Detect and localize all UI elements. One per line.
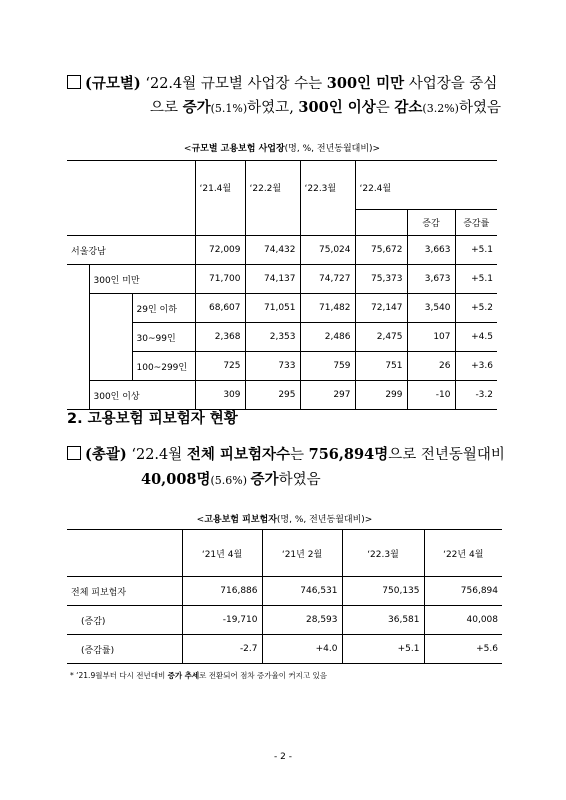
cell: +4.0 [262,635,342,664]
section1-emphasis: 300인 이상 [298,99,376,116]
cell: 297 [300,381,355,410]
table2-header: ‘21년 4월 [182,530,262,577]
table-row [67,577,502,606]
table1-corner-cell [67,161,195,236]
cell: -10 [407,381,455,410]
cell: 72,009 [195,236,245,265]
row-label: 전체 피보험자 [67,577,182,606]
caption-text: < [196,515,205,525]
table1-header: ‘22.3월 [300,161,355,236]
section-heading: 2. 고용보험 피보험자 현황 [67,411,238,427]
row-label: 30~99인 [132,323,195,352]
section2-emphasis: 전체 피보험자수 [186,446,290,463]
cell: 295 [245,381,300,410]
cell: 2,353 [245,323,300,352]
row-label: (증감) [67,606,182,635]
caption-title: 고용보험 피보험자 [204,515,277,525]
cell: 725 [195,352,245,381]
section1-text: 사업장을 중심 [404,76,498,92]
cell: 2,486 [300,323,355,352]
page-number: - 2 - [274,752,292,762]
footnote-emphasis: 증가 추세 [167,671,200,680]
cell: 309 [195,381,245,410]
cell: 733 [245,352,300,381]
cell: 71,051 [245,294,300,323]
cell: 751 [355,352,407,381]
caption-text: < [183,144,192,154]
table-row [67,323,497,352]
table-row [67,381,497,410]
table-row [67,352,497,381]
cell: 75,373 [355,265,407,294]
table1-caption [67,141,497,154]
cell: 3,540 [407,294,455,323]
checkbox-square-icon [67,75,81,89]
table1 [67,160,497,410]
section1-label: (규모별) [85,75,141,92]
cell: 26 [407,352,455,381]
table-row [67,265,497,294]
section2-emphasis: 증가 [250,471,279,488]
cell: +5.2 [471,303,493,313]
row-label: 서울강남 [67,236,195,265]
cell: 71,482 [300,294,355,323]
section1-percent: (5.1%) [210,102,248,115]
footnote-text: * ‘21.9월부터 다시 전년대비 [70,671,168,680]
section1-emphasis: 증가 [182,99,211,116]
section1-text: ‘22.4월 규모별 사업장 수는 [145,76,327,92]
section2-line2 [141,470,321,491]
section2-line1 [67,445,505,465]
section1-text: 하였음 [458,100,501,116]
section1-line1 [67,74,497,94]
section2-emphasis: 756,894명 [308,446,389,463]
footnote-text: 로 전환되어 점차 증가율이 커지고 있음 [199,671,328,680]
section2-label: (총괄) [85,446,127,463]
cell: 2,475 [355,323,407,352]
table-row [67,294,497,323]
cell: 750,135 [342,577,424,606]
section1-text: 하였고, [247,100,299,116]
cell: 71,700 [195,265,245,294]
table2 [67,529,502,664]
table1-header: ‘22.2월 [245,161,300,236]
cell: +3.6 [471,361,493,371]
cell: 759 [300,352,355,381]
section2-percent: (5.6%) [210,474,251,487]
cell: -3.2 [475,390,493,400]
cell: +4.5 [471,332,493,342]
cell: -19,710 [182,606,262,635]
cell: 36,581 [342,606,424,635]
cell: 40,008 [466,615,498,625]
table2-caption [67,512,502,525]
section2-text: ‘22.4월 [131,447,187,463]
section1-emphasis: 감소 [394,99,423,116]
table1-header: ‘21.4월 [195,161,245,236]
row-label: 300인 이상 [89,381,195,410]
section2-text: 으로 전년동월대비 [388,447,505,463]
table-row [67,606,502,635]
indent-cell [67,265,89,410]
table1-header-spacer [355,210,407,236]
row-label: 29인 이하 [132,294,195,323]
cell: 299 [355,381,407,410]
cell: -2.7 [182,635,262,664]
section1-line2 [150,98,501,119]
footnote [70,670,327,681]
row-label: 300인 미만 [89,265,195,294]
cell: 72,147 [355,294,407,323]
cell: +5.1 [471,274,493,284]
section1-text: 으로 [150,100,183,116]
table2-header: ‘22.3월 [342,530,424,577]
caption-title: 규모별 고용보험 사업장 [191,144,285,154]
section1-emphasis: 300인 미만 [326,75,405,92]
cell: 3,663 [407,236,455,265]
cell: 75,672 [355,236,407,265]
cell: 2,368 [195,323,245,352]
cell: 74,432 [245,236,300,265]
table2-header: ‘21년 2월 [262,530,342,577]
cell: 107 [407,323,455,352]
cell: 716,886 [182,577,262,606]
section2-text: 하였음 [278,472,321,488]
section2-emphasis: 40,008명 [141,471,211,488]
caption-text: (명, %, 전년동월대비)> [276,515,373,525]
cell: 75,024 [300,236,355,265]
table1-header: 증감 [407,210,455,236]
cell: +5.1 [471,245,493,255]
cell: 746,531 [262,577,342,606]
table-row [67,236,497,265]
table2-header: ‘22년 4월 [443,549,484,560]
row-label: 100~299인 [132,352,195,381]
checkbox-square-icon [67,446,81,460]
section1-text: 은 [375,100,395,116]
cell: 74,727 [300,265,355,294]
cell: 28,593 [262,606,342,635]
cell: 756,894 [460,586,498,596]
table1-header: ‘22.4월 [355,161,497,210]
cell: +5.1 [342,635,424,664]
section1-percent: (3.2%) [422,102,459,115]
row-label: (증감률) [67,635,182,664]
table-row [67,635,502,664]
cell: +5.6 [476,644,498,654]
table1-header: 증감률 [455,210,497,236]
cell: 3,673 [407,265,455,294]
cell: 74,137 [245,265,300,294]
cell: 68,607 [195,294,245,323]
indent-cell [89,294,132,381]
table2-corner-cell [67,530,182,577]
caption-text: (명, %, 전년동월대비)> [284,144,381,154]
section2-text: 는 [289,447,309,463]
